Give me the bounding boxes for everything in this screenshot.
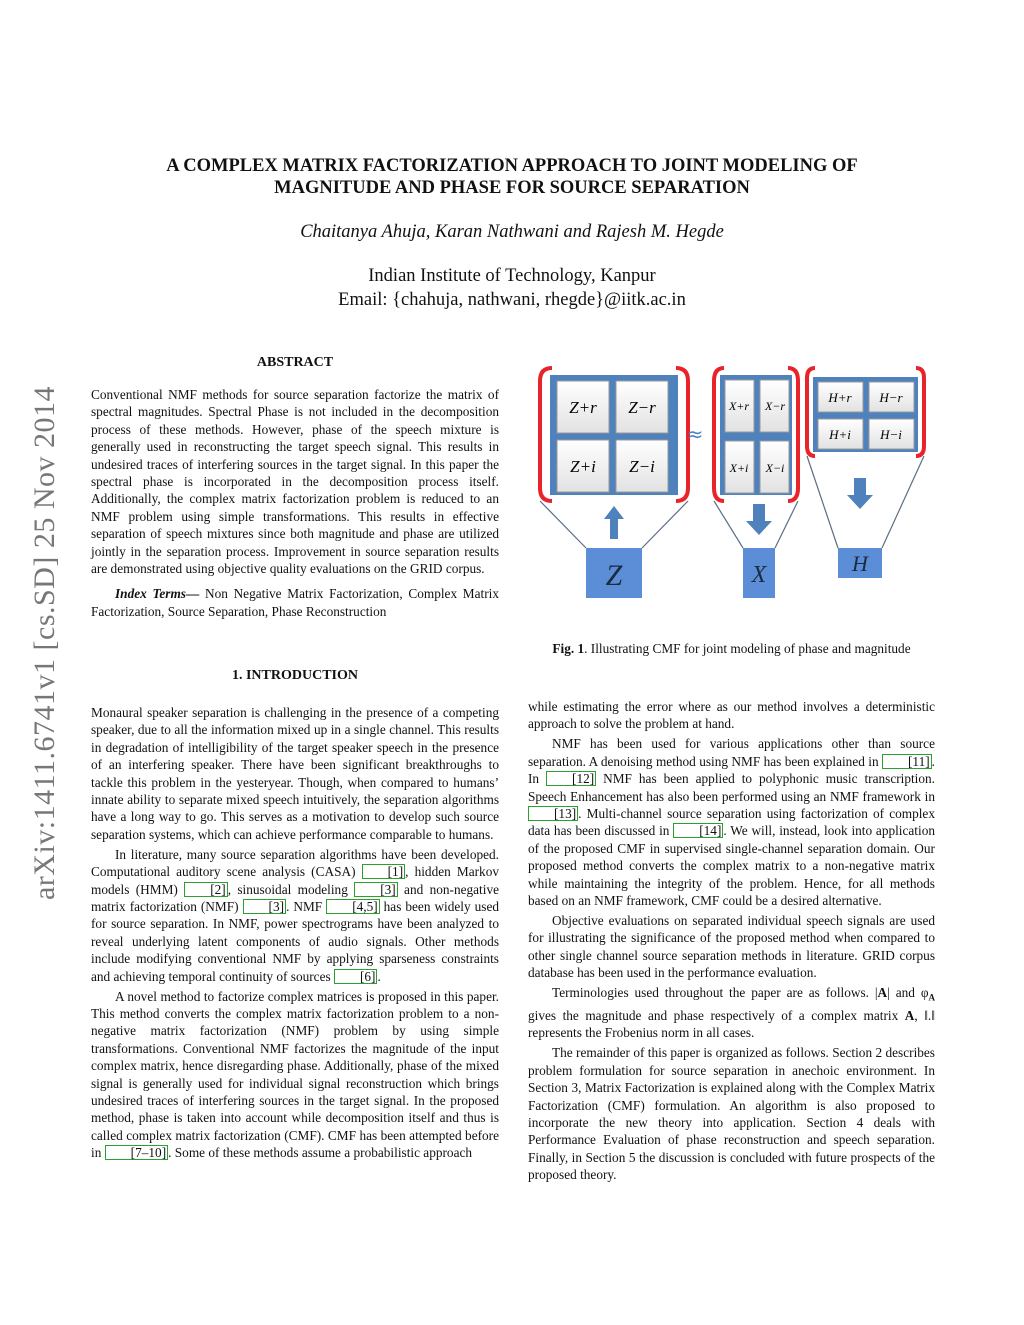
intro-paragraph-2: In literature, many source separation algorithms have been developed. Computational auditory scene analysis (CASA) [1] , hidden Markov models (HMM) [2] , sinusoidal modeling [3] and non-negative matrix factorization (NMF) [3] . NMF [4,5] has been widely used for source separation. In NMF, power spectrograms have been analyzed to reveal underlying latent components of audio signals. Other methods include modifying conventional NMF by applying sparseness constraints and achieving temporal continuity of sources [6] . bbox=[91, 846, 500, 984]
h-box-label: H bbox=[852, 551, 868, 576]
right-column-text bbox=[528, 698, 935, 1184]
intro-paragraph-3: A novel method to factorize complex matrices is proposed in this paper. This method converts the complex matrix factorization problem to a non-negative matrix factorization (NMF) problem by using simple transformations. Conventional NMF factorizes the magnitude of the input complex matrix, hence disregarding phase. Additionally, phase of the mixed signal is generally used for individual signal reconstruction which brings undesired traces of interfering sources in the target signal. In the proposed method, phase is taken into account while decomposition itself and thus is called complex matrix factorization (CMF). CMF has been attempted before in [7–10] . Some of these methods assume a probabilistic approach bbox=[91, 988, 499, 1161]
index-terms-text: Non Negative Matrix Factorization, Complex Matrix Factorization, Source Separation, Phase Reconstruction bbox=[91, 586, 499, 619]
paragraph-evaluations: Objective evaluations on separated individual speech signals are used for illustrating the significance of the proposed method when compared to other single channel source separation methods in literature. GRID corpus database has been used in the performance evaluation. bbox=[528, 912, 935, 981]
index-terms bbox=[91, 585, 499, 620]
intro-paragraph-1: Monaural speaker separation is challenging in the presence of a competing speaker, due to all the information mixed up in a single channel. This results in degradation of intelligibility of the target speaker speech in the presence of an interfering speaker. There have been significant breakthroughs to tackle this problem in the yesteryear. Though, when compared to humans’ innate ability to separate mixed speech intuitively, the separation algorithms have a long way to go. This serves as a motivation to develop such source separation systems, which can achieve performance comparable to humans. bbox=[91, 705, 499, 842]
paper-authors: Chaitanya Ahuja, Karan Nathwani and Rajesh M. Hegde bbox=[300, 222, 724, 242]
approx-symbol: ≈ bbox=[686, 422, 704, 446]
paragraph-organization: The remainder of this paper is organized as follows. Section 2 describes problem formulation for source separation in anechoic environment. In Section 3, Matrix Factorization is explained along with the Complex Matrix Factorization (CMF) formulation. An algorithm is also proposed to incorporate the new theory into application. Section 4 deals with Performance Evaluation of phase reconstruction and speech separation. Finally, in Section 5 the discussion is concluded with future prospects of the proposed theory. bbox=[528, 1045, 935, 1183]
z-label: Z+i bbox=[570, 457, 596, 476]
citation-link[interactable]: [14] bbox=[673, 823, 723, 838]
paragraph-terminology: Terminologies used throughout the paper are as follows. |A| and $\varphi_A$ gives the magnitude and phase respectively of a complex matrix A, ‖.‖ represents the Frobenius norm in all cases. bbox=[528, 985, 935, 1041]
x-funnel-line bbox=[714, 501, 743, 548]
intro-heading: 1. INTRODUCTION bbox=[231, 668, 358, 683]
citation-link[interactable]: [2] bbox=[184, 882, 228, 897]
citation-link[interactable]: [6] bbox=[334, 969, 378, 984]
paper-title: A COMPLEX MATRIX FACTORIZATION APPROACH TO JOINT MODELING OF MAGNITUDE AND PHASE FOR SOURCE SEPARATION bbox=[166, 156, 858, 198]
z-box-label: Z bbox=[605, 559, 623, 592]
citation-link[interactable]: [12] bbox=[546, 771, 596, 786]
citation-link[interactable]: [4,5] bbox=[326, 899, 379, 914]
z-label: Z−r bbox=[628, 398, 656, 417]
introduction-section bbox=[91, 668, 499, 1162]
paragraph-continued: while estimating the error where as our method involves a deterministic approach to solve the problem at hand. bbox=[528, 699, 935, 732]
h-label: H−i bbox=[880, 427, 902, 442]
z-label: Z−i bbox=[629, 457, 655, 476]
x-funnel-line bbox=[775, 501, 798, 548]
arxiv-id: arXiv:1411.6741v1 [cs.SD] 25 Nov 2014 bbox=[28, 385, 61, 901]
h-label: H+r bbox=[828, 390, 852, 405]
affiliation-block bbox=[120, 264, 904, 312]
z-funnel-line bbox=[642, 501, 688, 548]
arxiv-stamp bbox=[30, 358, 60, 928]
affiliation: Indian Institute of Technology, Kanpur bbox=[368, 266, 656, 286]
arrow-up-icon bbox=[604, 506, 624, 539]
cmf-diagram bbox=[530, 363, 936, 613]
caption-text: . Illustrating CMF for joint modeling of phase and magnitude bbox=[584, 641, 911, 656]
figure-cmf bbox=[530, 363, 936, 613]
index-terms-label: Index Terms— bbox=[115, 586, 200, 602]
citation-link[interactable]: [11] bbox=[882, 754, 932, 769]
citation-link[interactable]: [3] bbox=[354, 882, 398, 897]
arrow-down-icon bbox=[847, 478, 873, 509]
figure-caption bbox=[528, 641, 935, 657]
citation-link[interactable]: [3] bbox=[243, 899, 287, 914]
x-label: X−i bbox=[765, 461, 785, 475]
email: Email: {chahuja, nathwani, rhegde}@iitk.ac.in bbox=[338, 290, 686, 310]
citation-link[interactable]: [7–10] bbox=[105, 1145, 168, 1160]
abstract-text: Conventional NMF methods for source separation factorize the matrix of spectral magnitudes. Spectral Phase is not included in the decomposition process of these methods. However, phase of the speech mixture is generally used in reconstructing the target speech signal. This results in undesired traces of interfering sources in the target signal. In this paper the spectral phase is incorporated in the decomposition process itself. Additionally, the complex matrix factorization problem is reduced to an NMF problem using simple transformations. This results in effective separation of speech mixtures since both magnitude and phase are utilized jointly in the separation process. Improvement in source separation results are demonstrated using objective quality evaluations on the GRID corpus. bbox=[91, 387, 499, 577]
arrow-down-icon bbox=[746, 504, 772, 535]
x-label: X+i bbox=[729, 461, 749, 475]
x-box-label: X bbox=[751, 562, 767, 588]
abstract-section bbox=[91, 355, 499, 620]
citation-link[interactable]: [13] bbox=[528, 806, 578, 821]
abstract-heading: ABSTRACT bbox=[256, 355, 334, 370]
h-funnel-line bbox=[882, 456, 924, 548]
z-label: Z+r bbox=[569, 398, 597, 417]
h-label: H−r bbox=[879, 390, 903, 405]
h-funnel-line bbox=[807, 456, 838, 548]
z-funnel-line bbox=[540, 501, 586, 548]
h-label: H+i bbox=[829, 427, 851, 442]
x-label: X+r bbox=[728, 399, 750, 413]
paragraph-nmf-applications: NMF has been used for various applications other than source separation. A denoising method using NMF has been explained in [11] . In [12] NMF has been applied to polyphonic music transcription. Speech Enhancement has also been performed using an NMF framework in [13] . Multi-channel source separation using factorization of complex data has been discussed in [14] . We will, instead, look into application of the proposed CMF in supervised single-channel separation domain. Our proposed method converts the complex matrix to a non-negative matrix while maintaining the integrity of the problem. Hence, for all methods based on an NMF framework, CMF could be a desired alternative. bbox=[528, 736, 936, 908]
citation-link[interactable]: [1] bbox=[362, 864, 406, 879]
caption-label: Fig. 1 bbox=[552, 641, 585, 656]
x-label: X−r bbox=[764, 399, 786, 413]
